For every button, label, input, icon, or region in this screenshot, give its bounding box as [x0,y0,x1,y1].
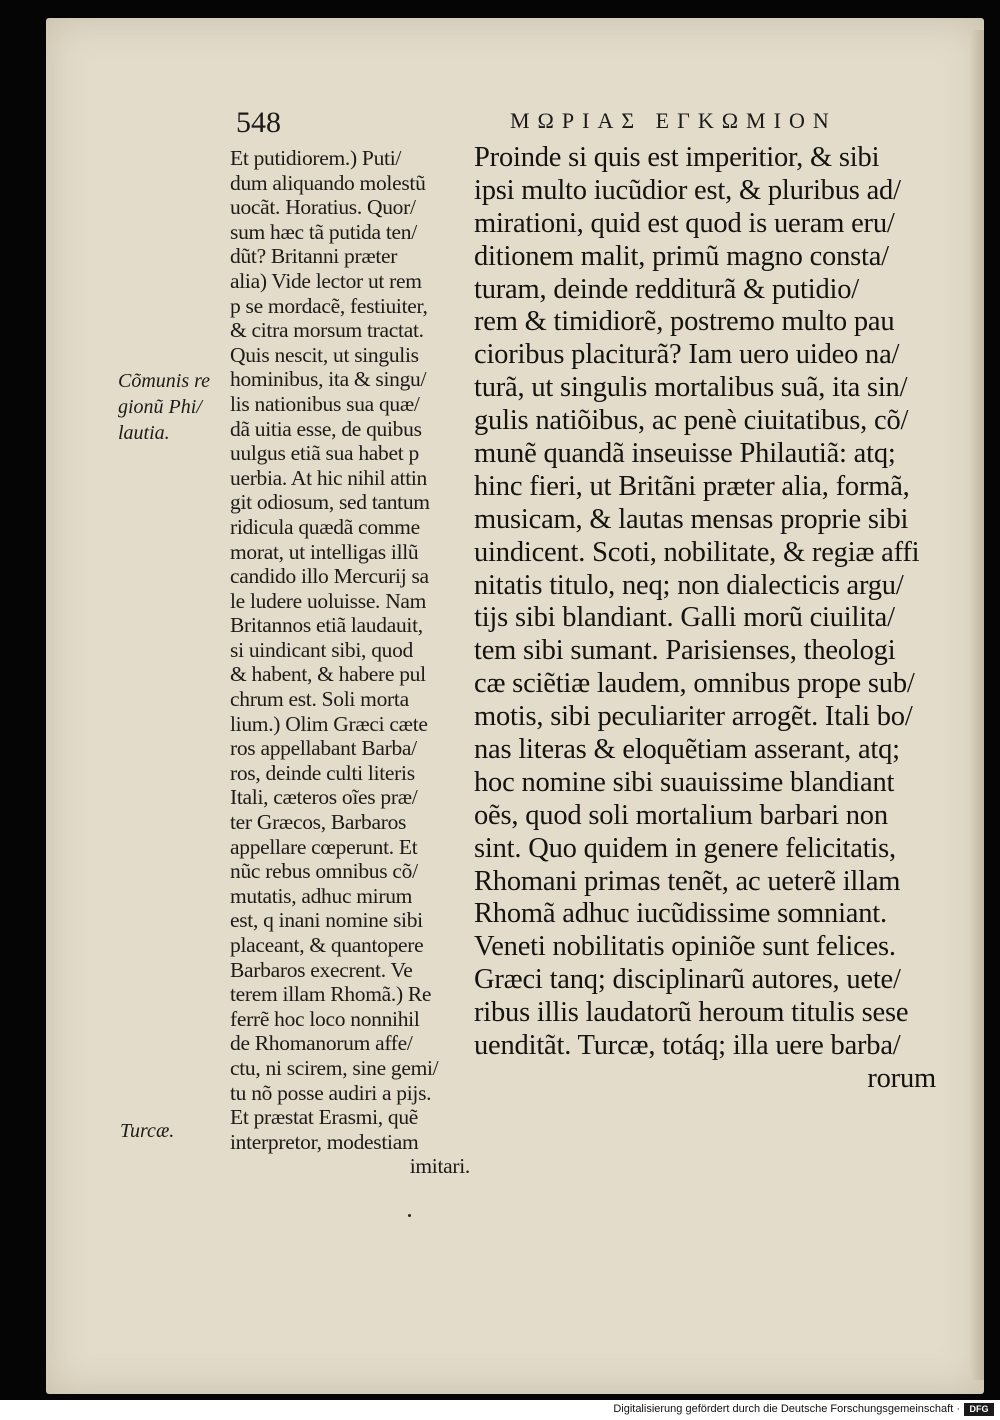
commentary-line: lis nationibus sua quæ/ [230,391,420,416]
main-text-line: Veneti nobilitatis opiniõe sunt felices. [474,931,896,963]
main-text-line: uindicent. Scoti, nobilitate, & regiæ affi [474,536,920,568]
main-text-line: nas literas & eloquẽtiam asserant, atq; [474,734,900,766]
commentary-line: interpretor, modestiam [230,1129,419,1154]
commentary-line: ridicula quædã comme [230,514,420,539]
commentary-line: ferrẽ hoc loco nonnihil [230,1006,420,1031]
ink-dot [408,1214,411,1217]
commentary-line: uerbia. At hic nihil attin [230,465,428,490]
marginal-note-line: lautia. [118,422,170,444]
main-text-line: Rhomani primas tenẽt, ac ueterẽ illam [474,865,901,897]
commentary-line: hominibus, ita & singu/ [230,367,427,392]
digitization-credit: Digitalisierung gefördert durch die Deutsche Forschungsgemeinschaft · [613,1403,960,1415]
commentary-line: uocãt. Horatius. Quor/ [230,195,416,220]
commentary-column [230,146,470,1179]
main-text-line: turã, ut singulis mortalibus suã, ita sin/ [474,372,908,404]
page-number: 548 [236,106,281,139]
main-text-line: Rhomã adhuc iucũdissime somniant. [474,898,887,930]
main-text-line: turam, deinde redditurã & putidio/ [474,273,859,305]
commentary-line: sum hæc tã putida ten/ [230,219,417,244]
main-text-line: ribus illis laudatorũ heroum titulis sese [474,997,909,1029]
commentary-line: alia) Vide lector ut rem [230,268,422,293]
commentary-line: Britannos etiã laudauit, [230,613,423,638]
marginal-note-line: Cõmunis re [118,370,211,392]
commentary-line: ros, deinde culti literis [230,760,415,785]
commentary-line: Barbaros execrent. Ve [230,957,413,982]
main-text-line: sint. Quo quidem in genere felicitatis, [474,832,896,864]
main-text-line: gulis natiõibus, ac penè ciuitatibus, cõ/ [474,405,909,437]
commentary-line: p se mordacẽ, festiuiter, [230,293,428,318]
marginal-note-line: gionũ Phi/ [118,396,202,418]
commentary-line: git odiosum, sed tantum [230,490,430,515]
main-text-line: cioribus placiturã? Iam uero uideo na/ [474,339,900,371]
commentary-line: & habent, & habere pul [230,662,426,687]
commentary-line: placeant, & quantopere [230,933,424,957]
commentary-line: dũt? Britanni præter [230,244,398,269]
main-text-line: rorum [867,1062,936,1094]
main-text-line: hinc fieri, ut Britãni præter alia, formã, [474,470,910,502]
main-text-line: Proinde si quis est imperitior, & sibi [474,142,880,173]
commentary-line: nũc rebus omnibus cõ/ [230,859,418,884]
main-text-column [474,142,936,1096]
commentary-line: lium.) Olim Græci cæte [230,711,428,736]
commentary-line: Et præstat Erasmi, quẽ [230,1105,419,1130]
page-edge [970,30,984,1380]
main-text-line: mirationi, quid est quod is ueram eru/ [474,207,895,239]
commentary-line: candido illo Mercurij sa [230,564,429,589]
commentary-line: uulgus etiã sua habet p [230,441,419,466]
main-text-line: tem sibi sumant. Parisienses, theologi [474,635,896,667]
commentary-line: Et putidiorem.) Puti/ [230,146,402,170]
main-text-line: uenditãt. Turcæ, totáq; illa uere barba/ [474,1030,901,1062]
commentary-line: & citra morsum tractat. [230,318,424,343]
main-text-line: ipsi multo iucũdior est, & pluribus ad/ [474,174,901,206]
commentary-line: est, q inani nomine sibi [230,908,423,933]
commentary-line: ter Græcos, Barbaros [230,810,407,835]
marginal-note-philautia [118,368,210,446]
commentary-line: morat, ut intelligas illũ [230,539,419,564]
commentary-line: le ludere uoluisse. Nam [230,588,427,613]
commentary-line: tu nõ posse audiri a pijs. [230,1080,432,1105]
main-text-line: oẽs, quod soli mortalium barbari non [474,799,888,831]
commentary-line: ros appellabant Barba/ [230,736,417,761]
main-text-line: rem & timidiorẽ, postremo multo pau [474,306,895,338]
main-text-line: hoc nomine sibi suauissime blandiant [474,766,895,798]
main-text-line: musicam, & lautas mensas proprie sibi [474,503,909,535]
dfg-logo: DFG [964,1403,994,1416]
commentary-line: ctu, ni scirem, sine gemi/ [230,1055,439,1080]
commentary-line: chrum est. Soli morta [230,687,409,712]
commentary-line: Quis nescit, ut singulis [230,342,419,367]
commentary-line: imitari. [409,1154,470,1179]
marginal-note-turcae: Turcæ. [120,1120,175,1142]
main-text-line: motis, sibi peculiariter arrogẽt. Itali bo/ [474,701,913,733]
commentary-line: si uindicant sibi, quod [230,637,414,662]
main-text-line: Græci tanq; disciplinarũ autores, uete/ [474,964,901,996]
main-text-line: nitatis titulo, neq; non dialecticis argu/ [474,569,904,601]
commentary-line: de Rhomanorum affe/ [230,1031,413,1056]
commentary-line: dã uitia esse, de quibus [230,416,422,441]
running-head: ΜΩΡΙΑΣ ΕΓΚΩΜΙΟΝ [510,108,837,133]
main-text-line: ditionem malit, primũ magno consta/ [474,240,889,272]
commentary-line: terem illam Rhomã.) Re [230,982,432,1007]
commentary-line: appellare cœperunt. Et [230,834,418,859]
commentary-line: Itali, cæteros oĩes præ/ [230,785,418,810]
commentary-line: mutatis, adhuc mirum [230,883,413,908]
main-text-line: tijs sibi blandiant. Galli morũ ciuilita/ [474,602,895,634]
commentary-line: dum aliquando molestũ [230,170,426,195]
main-text-line: munẽ quandã inseuisse Philautiã: atq; [474,438,896,470]
main-text-line: cæ sciẽtiæ laudem, omnibus prope sub/ [474,668,915,700]
